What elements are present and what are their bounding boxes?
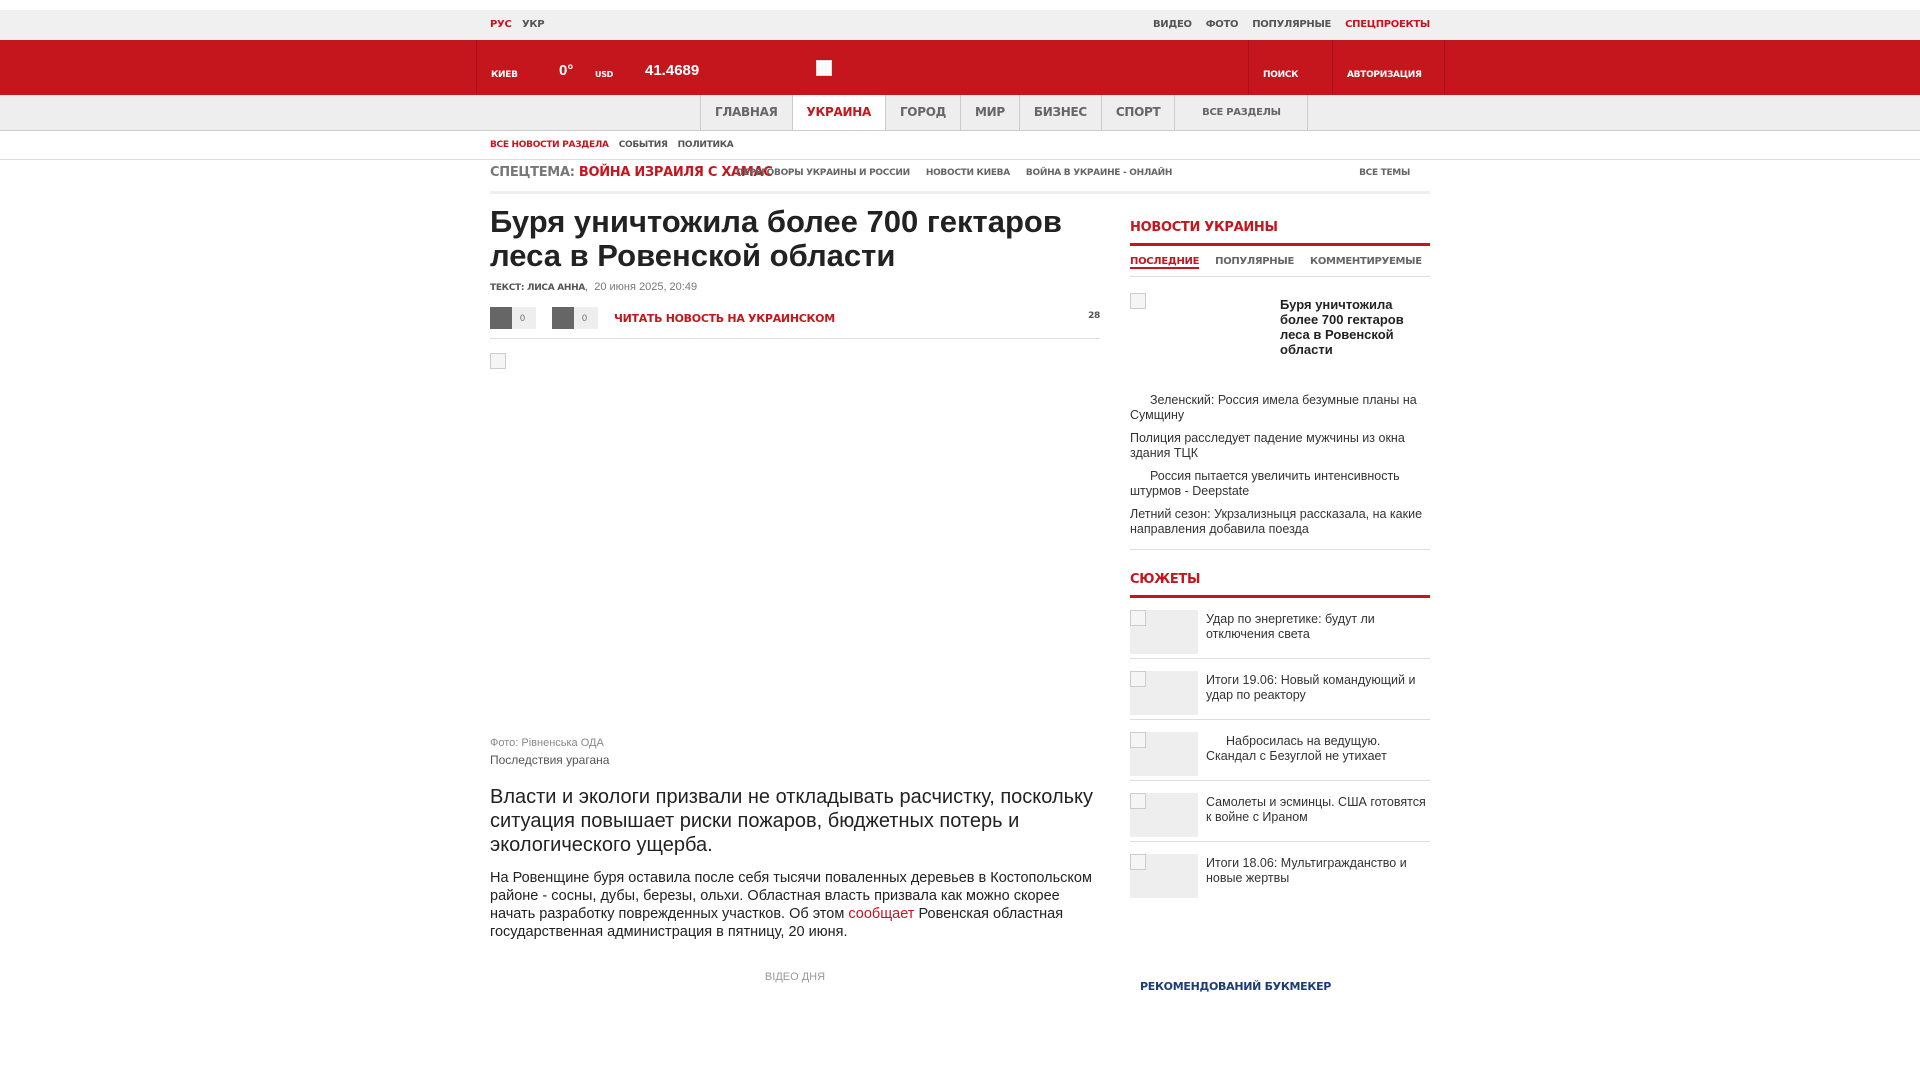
news-list xyxy=(1130,393,1430,537)
news-item[interactable]: Полиция расследует падение мужчины из окна здания ТЦК xyxy=(1130,431,1405,460)
sub-nav xyxy=(0,131,1920,160)
top-news-title: Буря уничтожила более 700 гектаров леса в Ровенской области xyxy=(1280,297,1404,357)
article-lead: Власти и экологи призвали не откладывать расчистку, поскольку ситуация повышает риски пожаров, бюджетных потерь и экологического ущерба. xyxy=(490,786,1094,856)
broken-image-icon xyxy=(1130,793,1146,809)
photo-caption: Последствия урагана xyxy=(490,753,610,767)
nav-sport[interactable]: СПОРТ xyxy=(1101,95,1175,130)
share-icon xyxy=(552,307,574,329)
weather-city[interactable]: КИЕВ xyxy=(491,70,518,80)
top-links xyxy=(1153,19,1430,30)
article-body xyxy=(490,869,1100,941)
body-text-1: На Ровенщине буря оставила после себя тысячи поваленных деревьев в Костопольском районе - сосны, дубы, березы, ольхи. Областная власть призвала как можно скорее начать разработку поврежденных участков. Об этом xyxy=(490,870,1092,922)
story-item[interactable] xyxy=(1130,598,1430,659)
story-thumbnail xyxy=(1130,671,1198,715)
share-count-1: 0 xyxy=(520,313,526,323)
bookmaker-title[interactable]: РЕКОМЕНДОВАНИЙ БУКМЕКЕР xyxy=(1140,980,1332,993)
subnav-events[interactable]: СОБЫТИЯ xyxy=(618,140,668,150)
nav-all-sections[interactable]: ВСЕ РАЗДЕЛЫ xyxy=(1174,95,1308,130)
stories-list xyxy=(1130,598,1430,903)
story-title: Набросилась на ведущую. Скандал с Безуглой не утихает xyxy=(1206,734,1387,763)
site-logo-icon[interactable] xyxy=(816,60,832,76)
top-news-item[interactable] xyxy=(1130,285,1430,405)
story-item[interactable] xyxy=(1130,659,1430,720)
top-bar xyxy=(0,10,1920,40)
story-thumbnail xyxy=(1130,732,1198,776)
search-button[interactable] xyxy=(1248,40,1332,95)
lang-ua-link[interactable]: УКР xyxy=(522,19,545,30)
news-item[interactable]: Россия пытается увеличить интенсивность штурмов - Deepstate xyxy=(1130,469,1400,498)
site-header xyxy=(0,40,1920,95)
special-projects-link[interactable]: СПЕЦПРОЕКТЫ xyxy=(1345,19,1430,30)
video-of-day-label: ВІДЕО ДНЯ xyxy=(764,971,826,983)
body-text-2: Ровенская областная государственная администрация в пятницу, 20 июня. xyxy=(490,906,1064,940)
weather-temp: 0° xyxy=(559,62,574,79)
ukraine-news-title[interactable]: НОВОСТИ УКРАИНЫ xyxy=(1130,220,1430,246)
nav-main[interactable]: ГЛАВНАЯ xyxy=(700,95,792,130)
nav-business[interactable]: БИЗНЕС xyxy=(1019,95,1101,130)
story-title: Итоги 18.06: Мультигражданство и новые жертвы xyxy=(1206,856,1407,885)
all-topics-link[interactable]: ВСЕ ТЕМЫ xyxy=(1359,168,1410,178)
source-link[interactable]: сообщает xyxy=(848,906,915,922)
story-thumbnail xyxy=(1130,793,1198,837)
special-prefix: СПЕЦТЕМА: xyxy=(490,165,575,180)
news-item[interactable]: Летний сезон: Укрзализныця рассказала, на какие направления добавила поезда xyxy=(1130,507,1423,536)
video-link[interactable]: ВИДЕО xyxy=(1152,19,1192,30)
search-label: ПОИСК xyxy=(1263,70,1299,80)
nav-city[interactable]: ГОРОД xyxy=(885,95,960,130)
subnav-politics[interactable]: ПОЛИТИКА xyxy=(677,140,734,150)
story-item[interactable] xyxy=(1130,842,1430,903)
share-count-2: 0 xyxy=(582,313,588,323)
story-thumbnail xyxy=(1130,610,1198,654)
story-item[interactable] xyxy=(1130,781,1430,842)
tab-latest[interactable]: ПОСЛЕДНИЕ xyxy=(1130,256,1200,267)
broken-image-icon xyxy=(490,353,506,369)
article-title: Буря уничтожила более 700 гектаров леса в Ровенской области xyxy=(490,204,1062,273)
broken-image-icon xyxy=(1130,293,1146,309)
story-thumbnail xyxy=(1130,854,1198,898)
article-date: 20 июня 2025, 20:49 xyxy=(594,281,698,293)
article-photo[interactable] xyxy=(490,353,1100,733)
topic-kyiv-news[interactable]: НОВОСТИ КИЕВА xyxy=(925,168,1010,178)
tab-popular[interactable]: ПОПУЛЯРНЫЕ xyxy=(1215,256,1294,267)
photo-link[interactable]: ФОТО xyxy=(1205,19,1239,30)
share-icon xyxy=(490,307,512,329)
topic-war-online[interactable]: ВОЙНА В УКРАИНЕ - ОНЛАЙН xyxy=(1025,168,1173,178)
currency-rate: 41.4689 xyxy=(645,62,700,79)
article-meta: ТЕКСТ: ЛИСА АННА, 20 июня 2025, 20:49 xyxy=(490,281,698,293)
news-item[interactable]: Зеленский: Россия имела безумные планы на Сумщину xyxy=(1130,393,1417,422)
stories-title[interactable]: СЮЖЕТЫ xyxy=(1130,572,1430,598)
views-count: 28 xyxy=(1088,311,1100,321)
auth-label: АВТОРИЗАЦИЯ xyxy=(1347,70,1422,80)
sidebar xyxy=(1130,220,1430,903)
topic-negotiations[interactable]: ПЕРЕГОВОРЫ УКРАИНЫ И РОССИИ xyxy=(736,168,910,178)
article-toolbar xyxy=(490,303,1100,339)
share-button-1[interactable] xyxy=(490,307,536,329)
special-theme-link[interactable]: ВОЙНА ИЗРАИЛЯ С ХАМАС xyxy=(578,165,773,180)
special-theme xyxy=(490,165,772,180)
divider xyxy=(1130,549,1430,550)
photo-credit: Фото: Рівненська ОДА xyxy=(490,737,604,749)
story-title: Удар по энергетике: будут ли отключения света xyxy=(1206,612,1375,641)
auth-button[interactable] xyxy=(1332,40,1445,95)
nav-ukraine[interactable]: УКРАИНА xyxy=(792,95,885,130)
article xyxy=(490,205,1100,983)
subnav-all-news[interactable]: ВСЕ НОВОСТИ РАЗДЕЛА xyxy=(490,140,609,150)
news-tabs xyxy=(1130,256,1430,277)
nav-world[interactable]: МИР xyxy=(960,95,1019,130)
special-theme-bar xyxy=(490,160,1430,194)
broken-image-icon xyxy=(1130,732,1146,748)
popular-link[interactable]: ПОПУЛЯРНЫЕ xyxy=(1252,19,1332,30)
article-author[interactable]: ТЕКСТ: ЛИСА АННА xyxy=(490,283,586,293)
tab-commented[interactable]: КОММЕНТИРУЕМЫЕ xyxy=(1309,256,1422,267)
lang-ru-link[interactable]: РУС xyxy=(490,19,512,30)
story-title: Самолеты и эсминцы. США готовятся к войне с Ираном xyxy=(1206,795,1426,824)
broken-image-icon xyxy=(1130,610,1146,626)
read-in-ukrainian-link[interactable]: ЧИТАТЬ НОВОСТЬ НА УКРАИНСКОМ xyxy=(614,312,835,325)
share-button-2[interactable] xyxy=(552,307,598,329)
broken-image-icon xyxy=(1130,854,1146,870)
main-nav xyxy=(0,95,1920,131)
currency-label: USD xyxy=(595,70,613,79)
broken-image-icon xyxy=(1130,671,1146,687)
story-item[interactable] xyxy=(1130,720,1430,781)
story-title: Итоги 19.06: Новый командующий и удар по реактору xyxy=(1206,673,1416,702)
